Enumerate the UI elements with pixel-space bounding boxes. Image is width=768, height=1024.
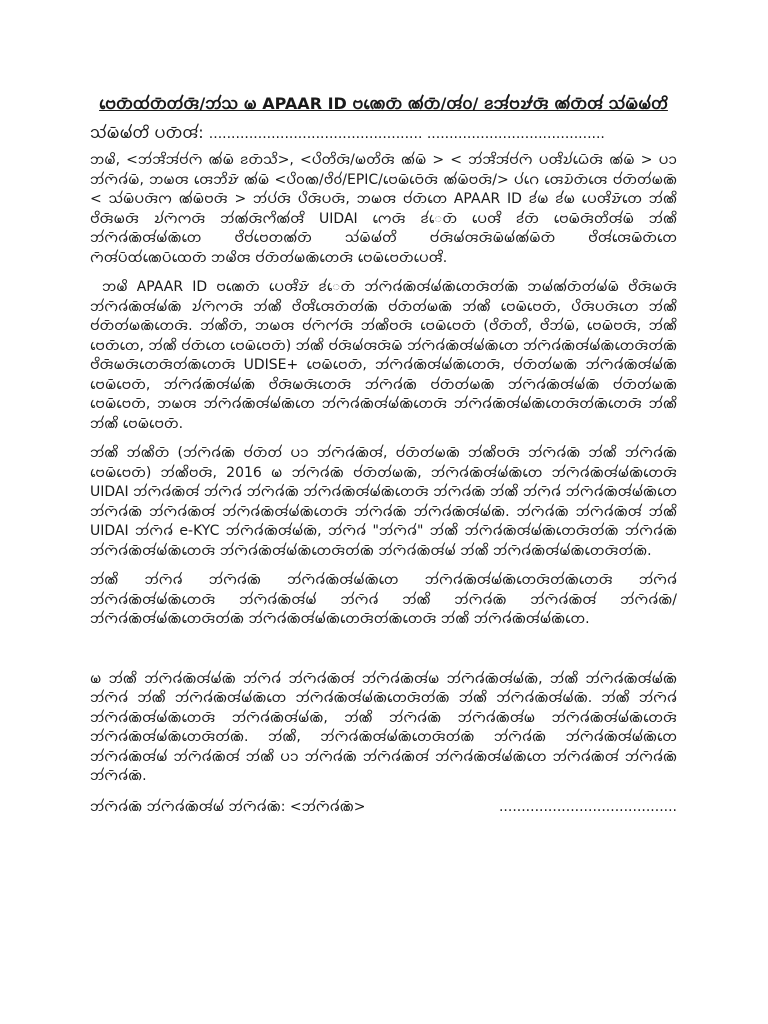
paragraph-apaar-purpose: 𑄃𑄟𑄨 APAAR ID 𑄝𑄚𑄬𑄖𑄴 𑄛𑄬𑄢𑄨𑄏𑄴 𑄅𑄧𑄬𑄖𑄴 𑄃𑄧𑄇𑄴𑄈𑄧𑄚𑄴𑄢𑄧𑄟𑄧𑄚𑄴𑄖𑄬𑄢𑄴𑄖𑄧𑄚𑄴 𑄃𑄟𑄧𑄚𑄧𑄖𑄴𑄖𑄧𑄟𑄧𑄟𑄴 𑄝𑄨𑄢𑄴𑄟𑄢𑄴 𑄃𑄧𑄇𑄴𑄈𑄧𑄚𑄴𑄢𑄧𑄟𑄧𑄚𑄴 𑄌𑄧𑄇𑄴𑄇𑄢𑄴 𑄃𑄧𑄚𑄨 𑄝𑄨𑄢𑄨𑄢𑄬𑄖𑄴𑄖𑄧𑄚𑄴 𑄝𑄧𑄖𑄴𑄖𑄧𑄟𑄚𑄴 𑄃𑄧𑄚𑄨 𑄝𑄬𑄟𑄴𑄝𑄬𑄖𑄴, 𑄛𑄨𑄢𑄴𑄛𑄢𑄴𑄖𑄬 𑄃𑄧𑄚𑄨 𑄝𑄧𑄖𑄴𑄖𑄧𑄟𑄚𑄴𑄖𑄬𑄢𑄴. 𑄃𑄧𑄚𑄨𑄖𑄴, 𑄃𑄟𑄢 𑄝𑄧𑄇𑄴𑄇𑄧𑄢𑄴 𑄃𑄧𑄚𑄨𑄝𑄢𑄴 𑄝𑄬𑄟𑄴𑄝𑄬𑄖𑄴 (𑄝𑄨𑄖𑄴𑄖𑄨, 𑄝𑄨𑄃𑄧𑄟𑄴, 𑄝𑄬𑄟𑄴𑄝𑄢𑄴, 𑄃𑄧𑄚𑄨 𑄝𑄬𑄖𑄴𑄖𑄬, 𑄃𑄧𑄚𑄨 𑄝𑄧𑄖𑄴𑄖𑄬 𑄝𑄬𑄟𑄴𑄝𑄬𑄖𑄴) 𑄃𑄧𑄚𑄨 𑄝𑄧𑄢𑄴𑄟𑄧𑄢𑄢𑄴𑄟𑄴 𑄃𑄧𑄇𑄴𑄈𑄧𑄚𑄴𑄢𑄧𑄟𑄧𑄚𑄴𑄖𑄬 𑄃𑄧𑄇𑄴𑄈𑄧𑄚𑄴𑄢𑄧𑄟𑄧𑄚𑄴𑄖𑄬𑄢𑄴𑄖𑄧𑄚𑄴 𑄝𑄨𑄢𑄴𑄟𑄢𑄴𑄖𑄬𑄢𑄴𑄖𑄧𑄚𑄴𑄖𑄬𑄢𑄴 UDISE+ 𑄝𑄬𑄟𑄴𑄝𑄬𑄖𑄴, 𑄃𑄧𑄇𑄴𑄈𑄧𑄚𑄴𑄢𑄧𑄟𑄧𑄚𑄴𑄖𑄬𑄢𑄴, 𑄝𑄧𑄖𑄴𑄖𑄧𑄟𑄚𑄴 𑄃𑄧𑄇𑄴𑄈𑄧𑄚𑄴𑄢𑄧𑄟𑄧𑄚𑄴 𑄝𑄬𑄟𑄴𑄝𑄬𑄖𑄴, 𑄃𑄧𑄇𑄴𑄈𑄧𑄚𑄴𑄢𑄧𑄟𑄧𑄚𑄴 𑄝𑄨𑄢𑄴𑄟𑄢𑄴𑄖𑄬𑄢𑄴 𑄃𑄧𑄇𑄴𑄈𑄧𑄚𑄴 𑄝𑄧𑄖𑄴𑄖𑄧𑄟𑄚𑄴 𑄃𑄧𑄇𑄴𑄈𑄧𑄚𑄴𑄢𑄧𑄟𑄧𑄚𑄴 𑄝𑄧𑄖𑄴𑄖𑄧𑄟𑄚𑄴 𑄝𑄬𑄟𑄴𑄝𑄬𑄖𑄴, 𑄃𑄟𑄢 𑄃𑄧𑄇𑄴𑄈𑄧𑄚𑄴𑄢𑄧𑄟𑄧𑄚𑄴𑄖𑄬 𑄃𑄧𑄇𑄴𑄈𑄧𑄚𑄴𑄢𑄧𑄟𑄧𑄚𑄴𑄖𑄬𑄢𑄴 𑄃𑄧𑄇𑄴𑄈𑄧𑄚𑄴𑄢𑄧𑄟𑄧𑄚𑄴𑄖𑄬𑄢𑄴𑄖𑄧𑄚𑄴𑄖𑄬𑄢𑄴 𑄃𑄧𑄚𑄨 𑄃𑄧𑄚𑄨 𑄝𑄬𑄟𑄴𑄝𑄬𑄖𑄴. bbox=[90, 279, 678, 432]
paragraph-aadhaar-act: 𑄃𑄧𑄚𑄨 𑄃𑄧𑄚𑄨𑄖𑄴 (𑄃𑄧𑄇𑄴𑄈𑄧𑄚𑄴 𑄝𑄧𑄖𑄴𑄖𑄧 𑄛𑄘 𑄃𑄧𑄇𑄴𑄈𑄧𑄚𑄴𑄢𑄧, 𑄝𑄧𑄖𑄴𑄖𑄧𑄟𑄚𑄴 𑄃𑄧𑄚𑄨𑄝𑄢𑄴 𑄃𑄧𑄇𑄴𑄈𑄧𑄚𑄴 𑄃𑄧𑄚𑄨 𑄃𑄧𑄇𑄴𑄈𑄧𑄚𑄴 𑄝𑄬𑄟𑄴𑄝𑄬𑄖𑄴) 𑄃𑄧𑄚𑄨𑄝𑄢𑄴, 2016 𑄟 𑄃𑄧𑄇𑄴𑄈𑄧𑄚𑄴 𑄝𑄧𑄖𑄴𑄖𑄧𑄟𑄚𑄴, 𑄃𑄧𑄇𑄴𑄈𑄧𑄚𑄴𑄢𑄧𑄟𑄧𑄚𑄴𑄖𑄬 𑄃𑄧𑄇𑄴𑄈𑄧𑄚𑄴𑄢𑄧𑄟𑄧𑄚𑄴𑄖𑄬𑄢𑄴 UIDAI 𑄃𑄧𑄇𑄴𑄈𑄧𑄚𑄴𑄢𑄧 𑄃𑄧𑄇𑄴𑄈𑄧 𑄃𑄧𑄇𑄴𑄈𑄧𑄚𑄴 𑄃𑄧𑄇𑄴𑄈𑄧𑄚𑄴𑄢𑄧𑄟𑄧𑄚𑄴𑄖𑄬𑄢𑄴 𑄃𑄧𑄇𑄴𑄈𑄧𑄚𑄴 𑄃𑄧𑄚𑄨 𑄃𑄧𑄇𑄴𑄈𑄧 𑄃𑄧𑄇𑄴𑄈𑄧𑄚𑄴𑄢𑄧𑄟𑄧𑄚𑄴𑄖𑄬 𑄃𑄧𑄇𑄴𑄈𑄧𑄚𑄴 𑄃𑄧𑄇𑄴𑄈𑄧𑄚𑄴𑄢𑄧 𑄃𑄧𑄇𑄴𑄈𑄧𑄚𑄴𑄢𑄧𑄟𑄧𑄚𑄴𑄖𑄬𑄢𑄴 𑄃𑄧𑄇𑄴𑄈𑄧𑄚𑄴 𑄃𑄧𑄇𑄴𑄈𑄧𑄚𑄴𑄢𑄧𑄟𑄧𑄚𑄴. 𑄃𑄧𑄇𑄴𑄈𑄧𑄚𑄴 𑄃𑄧𑄇𑄴𑄈𑄧𑄚𑄴𑄢𑄧 𑄃𑄧𑄚𑄨 UIDAI 𑄃𑄧𑄇𑄴𑄈𑄧 e-KYC 𑄃𑄧𑄇𑄴𑄈𑄧𑄚𑄴𑄢𑄧𑄟𑄧𑄚𑄴, 𑄃𑄧𑄇𑄴𑄈𑄧 "𑄃𑄧𑄇𑄴𑄈𑄧" 𑄃𑄧𑄚𑄨 𑄃𑄧𑄇𑄴𑄈𑄧𑄚𑄴𑄢𑄧𑄟𑄧𑄚𑄴𑄖𑄬𑄢𑄴𑄖𑄧𑄚𑄴 𑄃𑄧𑄇𑄴𑄈𑄧𑄚𑄴 𑄃𑄧𑄇𑄴𑄈𑄧𑄚𑄴𑄢𑄧𑄟𑄧𑄚𑄴𑄖𑄬𑄢𑄴 𑄃𑄧𑄇𑄴𑄈𑄧𑄚𑄴𑄢𑄧𑄟𑄧𑄚𑄴𑄖𑄬𑄢𑄴𑄖𑄧𑄚𑄴 𑄃𑄧𑄇𑄴𑄈𑄧𑄚𑄴𑄢𑄧𑄟𑄧 𑄃𑄧𑄚𑄨 𑄃𑄧𑄇𑄴𑄈𑄧𑄚𑄴𑄢𑄧𑄟𑄧𑄚𑄴𑄖𑄬𑄢𑄴𑄖𑄧𑄚𑄴. bbox=[90, 445, 677, 559]
consent-form-fill-line: ................................................ ........................................ bbox=[208, 126, 605, 142]
paragraph-declaration: 𑄃𑄟𑄨, <𑄃𑄧𑄞𑄨𑄞𑄧𑄝𑄧𑄇𑄴 𑄚𑄧𑄟𑄴 𑄅𑄖𑄴𑄥𑄨>, <𑄛𑄨𑄖𑄨𑄢𑄴/𑄟𑄖𑄨𑄢𑄴 𑄚𑄧𑄟𑄴 > < 𑄃𑄧𑄞𑄨𑄞𑄧𑄝𑄧𑄇𑄴 𑄛𑄢𑄨𑄌𑄧𑄠𑄴𑄬𑄢𑄴 𑄚𑄧𑄟𑄴 > 𑄛𑄘 𑄃𑄧𑄇𑄴𑄈𑄧𑄟𑄴, 𑄃𑄟𑄢 𑄢𑄬𑄃𑄨𑄏𑄴 𑄚𑄧𑄟𑄴 <𑄛𑄨𑄤𑄚/𑄝𑄨𑄤𑄧/EPIC/𑄝𑄬𑄟𑄴𑄝𑄴𑄬𑄢𑄴 𑄚𑄧𑄟𑄴𑄝𑄢𑄴/> 𑄛𑄧𑄉𑄬 𑄢𑄬𑄌𑄴𑄖𑄴𑄢𑄬 𑄝𑄧𑄖𑄴𑄖𑄧𑄟𑄚𑄴 < 𑄥𑄧𑄟𑄴𑄛𑄢𑄴𑄇 𑄚𑄧𑄟𑄴𑄝𑄢𑄴 > 𑄃𑄧𑄛𑄧𑄢𑄴 𑄛𑄨𑄢𑄴𑄛𑄢𑄴, 𑄃𑄟𑄢 𑄝𑄧𑄖𑄴𑄖𑄬 APAAR ID 𑄅𑄧𑄧𑄟 𑄅𑄧𑄧𑄟 𑄛𑄬𑄢𑄨𑄏𑄴𑄖𑄬 𑄃𑄧𑄚𑄨 𑄝𑄨𑄢𑄴𑄟𑄢𑄴 𑄌𑄧𑄇𑄴𑄇𑄢𑄴 𑄃𑄧𑄚𑄧𑄢𑄴𑄇𑄨𑄚𑄧𑄢𑄨 UIDAI 𑄇𑄬𑄢𑄴 𑄅𑄧𑄬𑄖𑄴 𑄛𑄬𑄢𑄨 𑄅𑄧𑄧𑄖𑄴 𑄝𑄬𑄟𑄴𑄢𑄴𑄖𑄨𑄢𑄧𑄟𑄴 𑄃𑄧𑄚𑄨 𑄃𑄧𑄇𑄴𑄈𑄧𑄚𑄴𑄢𑄧𑄟𑄧𑄚𑄴𑄖𑄬 𑄝𑄨𑄝𑄧𑄝𑄬𑄖𑄚𑄧𑄖𑄴 𑄥𑄧𑄟𑄴𑄟𑄧𑄖𑄨 𑄝𑄧𑄢𑄴𑄟𑄧𑄢𑄢𑄴𑄟𑄴𑄟𑄧𑄚𑄧𑄟𑄴𑄖𑄴 𑄝𑄨𑄢𑄧𑄢𑄬𑄟𑄴𑄖𑄴𑄖𑄬 𑄇𑄴𑄢𑄧𑄛𑄴𑄗𑄧𑄚𑄬𑄛𑄴𑄗𑄬𑄖𑄴 𑄃𑄟𑄨𑄢 𑄝𑄧𑄖𑄴𑄖𑄧𑄟𑄚𑄴𑄖𑄬𑄢𑄴 𑄝𑄬𑄟𑄴𑄝𑄬𑄖𑄴𑄛𑄬𑄢𑄨. bbox=[90, 152, 677, 266]
paragraph-spacer bbox=[90, 640, 677, 670]
consent-form-label: 𑄥𑄧𑄟𑄴𑄟𑄧𑄖𑄨 𑄛𑄖𑄴𑄢𑄧: bbox=[90, 123, 204, 142]
paragraph-withdrawal: 𑄟 𑄃𑄧𑄚𑄨 𑄃𑄧𑄇𑄴𑄈𑄧𑄚𑄴𑄢𑄧𑄟𑄧𑄚𑄴 𑄃𑄧𑄇𑄴𑄈𑄧 𑄃𑄧𑄇𑄴𑄈𑄧𑄚𑄴𑄢𑄧 𑄃𑄧𑄇𑄴𑄈𑄧𑄚𑄴𑄢𑄧𑄟 𑄃𑄧𑄇𑄴𑄈𑄧𑄚𑄴𑄢𑄧𑄟𑄧𑄚𑄴, 𑄃𑄧𑄚𑄨 𑄃𑄧𑄇𑄴𑄈𑄧𑄚𑄴𑄢𑄧𑄟𑄧𑄚𑄴 𑄃𑄧𑄇𑄴𑄈𑄧 𑄃𑄧𑄚𑄨 𑄃𑄧𑄇𑄴𑄈𑄧𑄚𑄴𑄢𑄧𑄟𑄧𑄚𑄴𑄖𑄬 𑄃𑄧𑄇𑄴𑄈𑄧𑄚𑄴𑄢𑄧𑄟𑄧𑄚𑄴𑄖𑄬𑄢𑄴𑄖𑄧𑄚𑄴 𑄃𑄧𑄚𑄨 𑄃𑄧𑄇𑄴𑄈𑄧𑄚𑄴𑄢𑄧𑄟𑄧𑄚𑄴. 𑄃𑄧𑄚𑄨 𑄃𑄧𑄇𑄴𑄈𑄧 𑄃𑄧𑄇𑄴𑄈𑄧𑄚𑄴𑄢𑄧𑄟𑄧𑄚𑄴𑄖𑄬𑄢𑄴 𑄃𑄧𑄇𑄴𑄈𑄧𑄚𑄴𑄢𑄧𑄟𑄧𑄚𑄴, 𑄃𑄧𑄚𑄨 𑄃𑄧𑄇𑄴𑄈𑄧𑄚𑄴 𑄃𑄧𑄇𑄴𑄈𑄧𑄚𑄴𑄢𑄧𑄟 𑄃𑄧𑄇𑄴𑄈𑄧𑄚𑄴𑄢𑄧𑄟𑄧𑄚𑄴𑄖𑄬𑄢𑄴 𑄃𑄧𑄇𑄴𑄈𑄧𑄚𑄴𑄢𑄧𑄟𑄧𑄚𑄴𑄖𑄬𑄢𑄴𑄖𑄧𑄚𑄴. 𑄃𑄧𑄚𑄨, 𑄃𑄧𑄇𑄴𑄈𑄧𑄚𑄴𑄢𑄧𑄟𑄧𑄚𑄴𑄖𑄬𑄢𑄴𑄖𑄧𑄚𑄴 𑄃𑄧𑄇𑄴𑄈𑄧𑄚𑄴 𑄃𑄧𑄇𑄴𑄈𑄧𑄚𑄴𑄢𑄧𑄟𑄧𑄚𑄴𑄖𑄬 𑄃𑄧𑄇𑄴𑄈𑄧𑄚𑄴𑄢𑄧𑄟𑄧 𑄃𑄧𑄇𑄴𑄈𑄧𑄚𑄴𑄢𑄧 𑄃𑄧𑄚𑄨 𑄛𑄘 𑄃𑄧𑄇𑄴𑄈𑄧𑄚𑄴 𑄃𑄧𑄇𑄴𑄈𑄧𑄚𑄴𑄢𑄧 𑄃𑄧𑄇𑄴𑄈𑄧𑄚𑄴𑄢𑄧𑄟𑄧𑄚𑄴𑄖𑄬 𑄃𑄧𑄇𑄴𑄈𑄧𑄚𑄴𑄢𑄧 𑄃𑄧𑄇𑄴𑄈𑄧𑄚𑄴 𑄃𑄧𑄇𑄴𑄈𑄧𑄚𑄴. bbox=[90, 670, 677, 784]
paragraph-data-usage: 𑄃𑄧𑄚𑄨 𑄃𑄧𑄇𑄴𑄈𑄧 𑄃𑄧𑄇𑄴𑄈𑄧𑄚𑄴 𑄃𑄧𑄇𑄴𑄈𑄧𑄚𑄴𑄢𑄧𑄟𑄧𑄚𑄴𑄖𑄬 𑄃𑄧𑄇𑄴𑄈𑄧𑄚𑄴𑄢𑄧𑄟𑄧𑄚𑄴𑄖𑄬𑄢𑄴𑄖𑄧𑄚𑄴𑄖𑄬𑄢𑄴 𑄃𑄧𑄇𑄴𑄈𑄧 𑄃𑄧𑄇𑄴𑄈𑄧𑄚𑄴𑄢𑄧𑄟𑄧𑄚𑄴𑄖𑄬𑄢𑄴 𑄃𑄧𑄇𑄴𑄈𑄧𑄚𑄴𑄢𑄧𑄟𑄧 𑄃𑄧𑄇𑄴𑄈𑄧 𑄃𑄧𑄚𑄨 𑄃𑄧𑄇𑄴𑄈𑄧𑄚𑄴 𑄃𑄧𑄇𑄴𑄈𑄧𑄚𑄴𑄢𑄧 𑄃𑄧𑄇𑄴𑄈𑄧𑄚𑄴/𑄃𑄧𑄇𑄴𑄈𑄧𑄚𑄴𑄢𑄧𑄟𑄧𑄚𑄴𑄖𑄬𑄢𑄴𑄖𑄧𑄚𑄴 𑄃𑄧𑄇𑄴𑄈𑄧𑄚𑄴𑄢𑄧𑄟𑄧𑄚𑄴𑄖𑄬𑄢𑄴𑄖𑄧𑄚𑄴𑄖𑄬𑄢𑄴 𑄃𑄧𑄚𑄨 𑄃𑄧𑄇𑄴𑄈𑄧𑄚𑄴𑄢𑄧𑄟𑄧𑄚𑄴𑄖𑄬. bbox=[90, 572, 677, 627]
consent-form-row bbox=[90, 122, 677, 145]
document-title: 𑄝𑄬𑄖𑄴𑄗𑄧𑄖𑄴𑄖𑄧𑄢𑄴/𑄃𑄧𑄥 𑄟 APAAR ID 𑄝𑄚𑄬𑄖𑄴 𑄚𑄧𑄖𑄴/𑄢𑄧𑄤/ 𑄅𑄞𑄧𑄧𑄝𑄏𑄧𑄢𑄴 𑄚𑄧𑄖𑄴𑄢𑄧 𑄥𑄧𑄟𑄴𑄟𑄧𑄖𑄨 bbox=[99, 94, 668, 113]
signature-fill-line: ........................................ bbox=[498, 798, 677, 815]
signature-label: 𑄃𑄧𑄇𑄴𑄈𑄧𑄚𑄴 𑄃𑄧𑄇𑄴𑄈𑄧𑄚𑄴𑄢𑄧𑄟𑄧 𑄃𑄧𑄇𑄴𑄈𑄧𑄚𑄴: <𑄃𑄧𑄇𑄴𑄈𑄧𑄚𑄴> bbox=[90, 798, 366, 815]
signature-row bbox=[90, 797, 677, 817]
